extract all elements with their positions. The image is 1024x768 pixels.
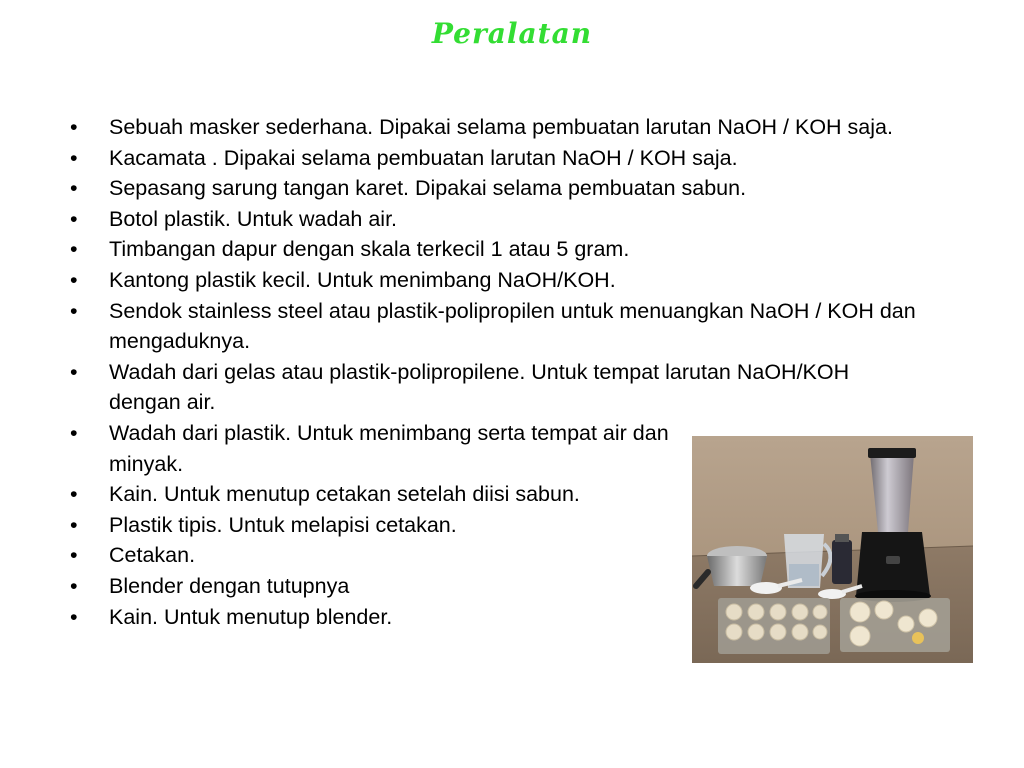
bullet-icon: • bbox=[70, 512, 78, 537]
bullet-icon: • bbox=[70, 267, 78, 292]
list-item-text: Sendok stainless steel atau plastik-polipropilen untuk menuangkan NaOH / KOH dan mengaduknya. bbox=[109, 298, 916, 354]
list-item-text: Wadah dari gelas atau plastik-polipropilene. Untuk tempat larutan NaOH/KOH dengan air. bbox=[109, 359, 850, 415]
bullet-icon: • bbox=[70, 543, 78, 568]
bullet-icon: • bbox=[70, 176, 78, 201]
list-item bbox=[66, 265, 966, 296]
bullet-icon: • bbox=[70, 237, 78, 262]
bullet-icon: • bbox=[70, 298, 78, 323]
list-item bbox=[66, 112, 966, 143]
slide-title: Peralatan bbox=[431, 17, 593, 50]
list-item-text: Wadah dari plastik. Untuk menimbang serta tempat air dan minyak. bbox=[109, 420, 669, 476]
bullet-icon: • bbox=[70, 420, 78, 445]
list-item bbox=[66, 296, 966, 357]
list-item-text: Sepasang sarung tangan karet. Dipakai selama pembuatan sabun. bbox=[109, 176, 747, 201]
bullet-icon: • bbox=[70, 145, 78, 170]
list-item bbox=[66, 204, 966, 235]
bullet-icon: • bbox=[70, 115, 78, 139]
list-item-text: Cetakan. bbox=[109, 543, 196, 568]
list-item-text: Kain. Untuk menutup blender. bbox=[109, 604, 393, 629]
bullet-icon: • bbox=[70, 206, 78, 231]
list-item bbox=[66, 357, 966, 418]
list-item bbox=[66, 143, 966, 174]
list-item-text: Kacamata . Dipakai selama pembuatan larutan NaOH / KOH saja. bbox=[109, 145, 738, 170]
bullet-icon: • bbox=[70, 482, 78, 507]
list-item-text: Timbangan dapur dengan skala terkecil 1 atau 5 gram. bbox=[109, 237, 630, 262]
list-item bbox=[66, 173, 966, 204]
bullet-icon: • bbox=[70, 573, 78, 598]
list-item-text: Botol plastik. Untuk wadah air. bbox=[109, 206, 398, 231]
list-item bbox=[66, 234, 966, 265]
list-item-text: Kantong plastik kecil. Untuk menimbang NaOH/KOH. bbox=[109, 267, 616, 292]
bullet-icon: • bbox=[70, 359, 78, 384]
list-item-text: Kain. Untuk menutup cetakan setelah diisi sabun. bbox=[109, 482, 580, 507]
list-item-text: Blender dengan tutupnya bbox=[109, 573, 350, 598]
equipment-photo bbox=[692, 436, 973, 663]
bullet-icon: • bbox=[70, 604, 78, 629]
list-item-text: Sebuah masker sederhana. Dipakai selama pembuatan larutan NaOH / KOH saja. bbox=[109, 115, 893, 139]
list-item-text: Plastik tipis. Untuk melapisi cetakan. bbox=[109, 512, 457, 537]
